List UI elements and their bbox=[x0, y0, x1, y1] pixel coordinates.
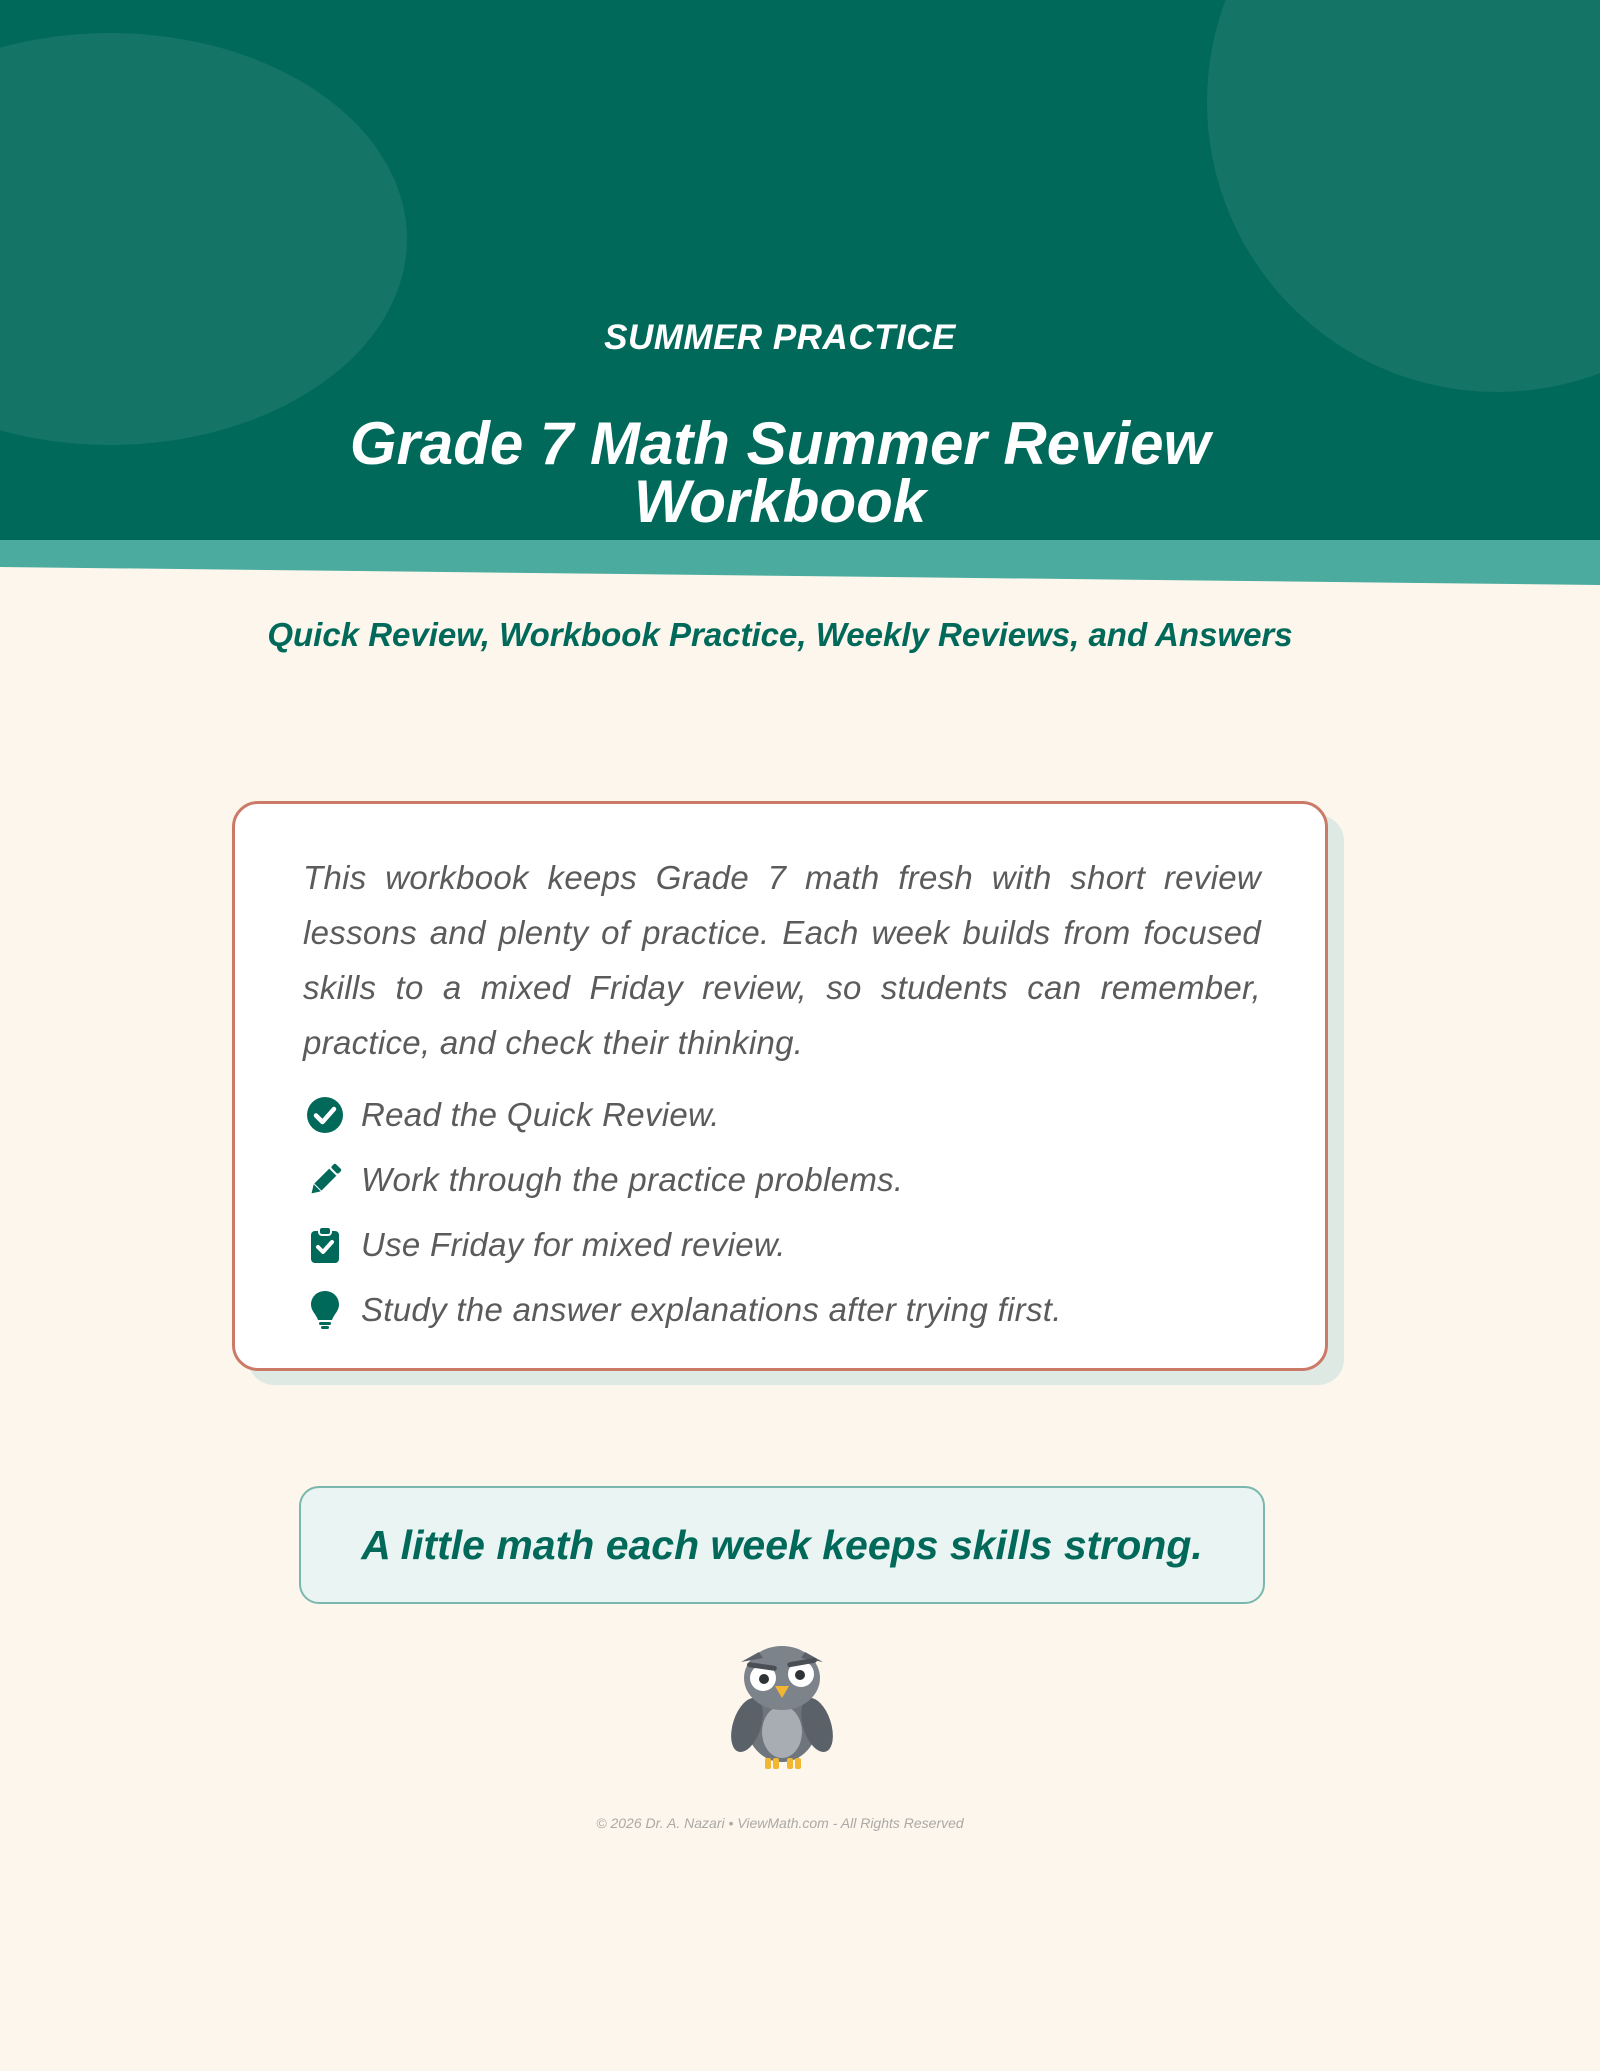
check-circle-icon bbox=[303, 1093, 347, 1137]
decorative-circle-left bbox=[0, 33, 407, 445]
step-text: Study the answer explanations after trying first. bbox=[361, 1290, 1062, 1328]
intro-paragraph: This workbook keeps Grade 7 math fresh with short review lessons and plenty of practice. Each week builds from focused skills to a mixed Friday review, so students can remember, practice, and check their thinking. bbox=[303, 859, 1261, 1061]
motto-banner: A little math each week keeps skills strong. bbox=[299, 1486, 1265, 1604]
step-text: Use Friday for mixed review. bbox=[361, 1225, 786, 1263]
clipboard-check-icon bbox=[303, 1223, 347, 1267]
owl-icon bbox=[725, 1640, 840, 1770]
pencil-icon bbox=[303, 1158, 347, 1202]
step-text: Work through the practice problems. bbox=[361, 1160, 904, 1198]
step-item bbox=[303, 1212, 1261, 1277]
page-title: Grade 7 Math Summer Review Workbook bbox=[349, 410, 1211, 535]
steps-list bbox=[303, 1082, 1261, 1342]
step-text: Read the Quick Review. bbox=[361, 1095, 720, 1133]
page-subtitle: Quick Review, Workbook Practice, Weekly Reviews, and Answers bbox=[267, 616, 1293, 653]
intro-card bbox=[232, 801, 1328, 1371]
step-item bbox=[303, 1147, 1261, 1212]
footer-copyright: © 2026 Dr. A. Nazari • ViewMath.com - All Rights Reserved bbox=[596, 1815, 964, 1831]
lightbulb-icon bbox=[303, 1288, 347, 1332]
header-kicker: SUMMER PRACTICE bbox=[604, 318, 956, 357]
step-item bbox=[303, 1277, 1261, 1342]
header-wave-band bbox=[0, 530, 1600, 590]
step-item bbox=[303, 1082, 1261, 1147]
